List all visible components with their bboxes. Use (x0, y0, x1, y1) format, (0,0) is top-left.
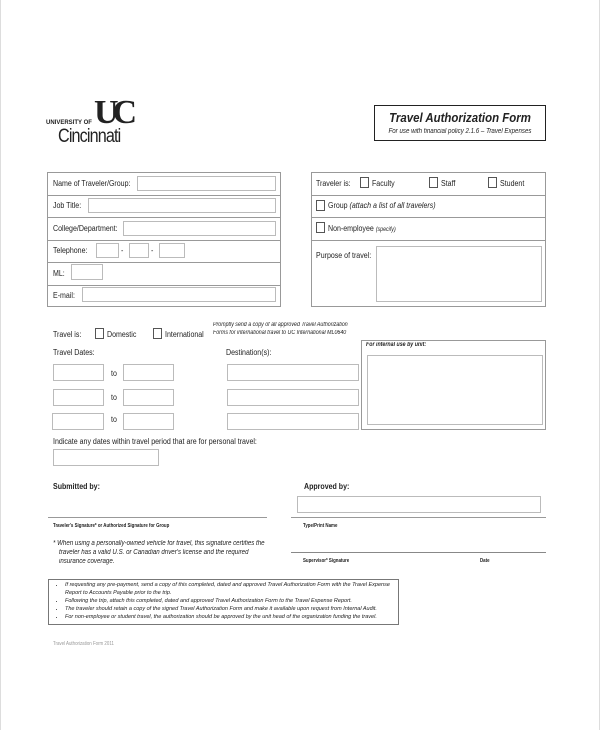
instructions-list (51, 581, 396, 621)
dash: - (151, 246, 154, 255)
job-title-label: Job Title: (53, 201, 82, 210)
instruction-item: • The traveler should retain a copy of the signed Travel Authorization Form and make it available upon request from Internal Audit. (65, 605, 396, 613)
end-date-input-3[interactable] (123, 413, 174, 430)
purpose-textarea[interactable] (376, 246, 542, 302)
college-label: College/Department: (53, 224, 118, 233)
group-note: (attach a list of all travelers) (349, 201, 436, 210)
destination-input-2[interactable] (227, 389, 359, 406)
date-label: Date (480, 558, 490, 564)
faculty-checkbox[interactable] (360, 177, 369, 188)
ml-input[interactable] (71, 264, 103, 280)
email-label: E-mail: (53, 291, 75, 300)
non-employee-note: (specify) (375, 227, 396, 233)
ml-label: ML: (53, 269, 65, 278)
submitted-by-heading: Submitted by: (53, 482, 100, 491)
to-label: to (111, 369, 117, 378)
group-text: Group (328, 201, 348, 210)
non-employee-text: Non-employee (328, 224, 374, 233)
vehicle-note: * When using a personally-owned vehicle for travel, this signature certifies the (53, 540, 265, 547)
dash: - (121, 246, 124, 255)
end-date-input-2[interactable] (123, 389, 174, 406)
telephone-prefix-input[interactable] (129, 243, 149, 258)
job-title-input[interactable] (88, 198, 276, 213)
instruction-item: • For non-employee or student travel, the authorization should be approved by the unit head of the organization funding the travel. (65, 613, 396, 621)
travel-dates-label: Travel Dates: (53, 348, 95, 357)
internal-use-label: For internal use by unit: (366, 342, 427, 348)
telephone-line-input[interactable] (159, 243, 185, 258)
vehicle-note: traveler has a valid U.S. or Canadian driver's license and the required (59, 549, 249, 556)
type-name-label: Type/Print Name (303, 523, 338, 529)
non-employee-label (328, 224, 396, 233)
international-label: International (165, 330, 204, 339)
international-note: Promptly send a copy of all approved Travel Authorization (213, 322, 348, 328)
telephone-label: Telephone: (53, 246, 88, 255)
international-note: Forms for international travel to UC International ML0640 (213, 330, 347, 336)
vehicle-note: insurance coverage. (59, 558, 115, 565)
telephone-area-input[interactable] (96, 243, 119, 258)
traveler-signature-label: Traveler's Signature* or Authorized Signature for Group (53, 523, 170, 529)
form-subtitle: For use with financial policy 2.1.6 – Travel Expenses (388, 128, 532, 135)
destination-input-1[interactable] (227, 364, 359, 381)
name-input[interactable] (137, 176, 276, 191)
student-checkbox[interactable] (488, 177, 497, 188)
domestic-checkbox[interactable] (95, 328, 104, 339)
instruction-item: • Following the trip, attach this completed, dated and approved Travel Authorization Form to the Travel Expense Report. (65, 597, 396, 605)
destination-input-3[interactable] (227, 413, 359, 430)
group-checkbox[interactable] (316, 200, 325, 211)
name-label: Name of Traveler/Group: (53, 179, 131, 188)
staff-checkbox[interactable] (429, 177, 438, 188)
student-label: Student (500, 179, 525, 188)
faculty-label: Faculty (372, 179, 395, 188)
personal-travel-input[interactable] (53, 449, 159, 466)
destinations-label: Destination(s): (226, 348, 272, 357)
international-checkbox[interactable] (153, 328, 162, 339)
uc-logo: UC UNIVERSITY OF Cincinnati (46, 94, 132, 147)
purpose-label: Purpose of travel: (316, 251, 372, 260)
traveler-signature-line[interactable] (48, 517, 267, 518)
personal-travel-label: Indicate any dates within travel period that are for personal travel: (53, 437, 257, 446)
non-employee-checkbox[interactable] (316, 222, 325, 233)
traveler-is-label: Traveler is: (316, 179, 351, 188)
staff-label: Staff (441, 179, 456, 188)
instruction-item: • If requesting any pre-payment, send a copy of this completed, dated and approved Travel Authorization Form with the Travel Expense Report to Accounts Payable prior to the trip. (65, 581, 396, 597)
group-label (328, 201, 436, 210)
form-title: Travel Authorization Form (389, 110, 531, 125)
to-label: to (111, 415, 117, 424)
email-input[interactable] (82, 287, 276, 302)
internal-use-box (361, 340, 546, 430)
college-input[interactable] (123, 221, 276, 236)
domestic-label: Domestic (107, 330, 137, 339)
supervisor-signature-line[interactable] (291, 552, 546, 553)
end-date-input-1[interactable] (123, 364, 174, 381)
start-date-input-1[interactable] (53, 364, 104, 381)
travel-is-label: Travel is: (53, 330, 82, 339)
divider (291, 517, 546, 518)
start-date-input-3[interactable] (52, 413, 104, 430)
instructions-box (48, 579, 399, 625)
approved-by-heading: Approved by: (304, 482, 350, 491)
supervisor-signature-label: Supervisor* Signature (303, 558, 350, 564)
footer-text: Travel Authorization Form 2011 (53, 641, 114, 647)
title-box (374, 105, 546, 141)
approver-name-input[interactable] (297, 496, 541, 513)
to-label: to (111, 393, 117, 402)
internal-use-input[interactable] (367, 355, 543, 425)
start-date-input-2[interactable] (53, 389, 104, 406)
